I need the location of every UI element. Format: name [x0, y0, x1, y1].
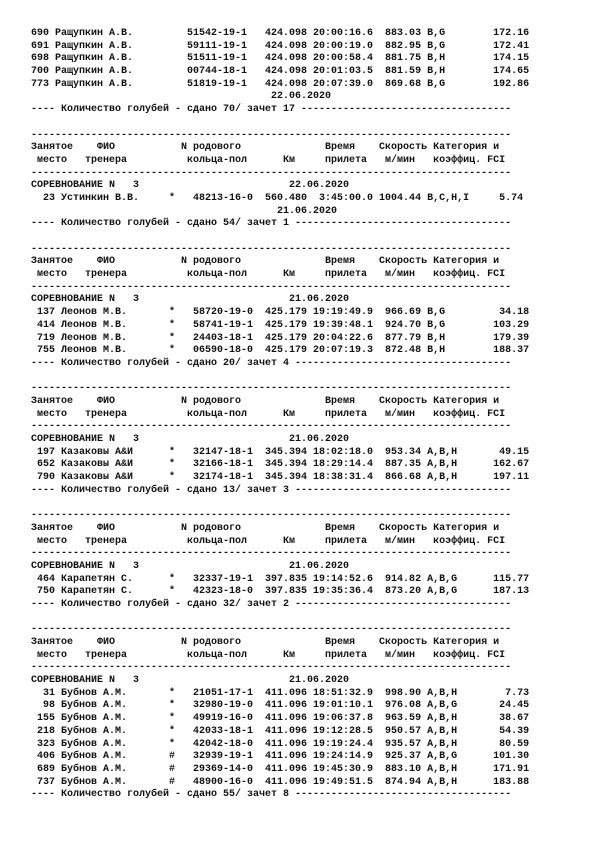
column-header-line: Занятое ФИО N родового Время Скорость Категория и: [31, 522, 500, 534]
result-row: 698 Ращупкин А.В. 51511-19-1 424.098 20:00:58.4 881.75 B,H 174.15: [31, 53, 530, 65]
column-header-line: Занятое ФИО N родового Время Скорость Категория и: [31, 637, 500, 648]
result-row: 691 Ращупкин А.В. 59111-19-1 424.098 20:00:19.0 882.95 B,G 172.41: [31, 40, 530, 52]
summary-line: ---- Количество голубей - сдано 13/ зачет 3 ------------------------------------: [31, 484, 512, 496]
column-header-line: место тренера кольца-пол Км прилета м/мин коэффиц. FCI: [31, 154, 506, 166]
column-header-line: Занятое ФИО N родового Время Скорость Категория и: [31, 142, 500, 154]
result-row: 23 Устинкин В.В. * 48213-16-0 560.480 3:45:00.0 1004.44 B,C,H,I 5.74: [31, 192, 524, 204]
competition-title-line: СОРЕВНОВАНИЕ N 3 21.06.2020: [31, 675, 350, 687]
separator-line: --------------------------------------------------------------------------------: [31, 624, 512, 636]
result-row: 652 Казаковы А&И * 32166-18-1 345.394 18:29:14.4 887.35 A,B,H 162.67: [31, 459, 530, 471]
summary-line: ---- Количество голубей - сдано 55/ зачет 8 ------------------------------------: [31, 789, 512, 801]
result-row: 137 Леонов М.В. * 58720-19-0 425.179 19:19:49.9 966.69 B,G 34.18: [31, 307, 530, 319]
separator-line: --------------------------------------------------------------------------------: [31, 662, 512, 674]
competition-section: [31, 28, 600, 180]
competition-title-line: СОРЕВНОВАНИЕ N 3 21.06.2020: [31, 560, 350, 572]
result-row: 464 Карапетян С. * 32337-19-1 397.835 19:14:52.6 914.82 A,B,G 115.77: [31, 573, 530, 585]
date-line: 21.06.2020: [31, 205, 338, 217]
report-line: [31, 231, 600, 244]
competition-title-line: СОРЕВНОВАНИЕ N 3 22.06.2020: [31, 180, 350, 192]
competition-section: [31, 561, 600, 675]
result-row: 197 Казаковы А&И * 32147-18-1 345.394 18:02:18.0 953.34 A,B,H 49.15: [31, 446, 530, 458]
separator-line: --------------------------------------------------------------------------------: [31, 281, 512, 293]
competition-section: [31, 675, 600, 802]
column-header-line: место тренера кольца-пол Км прилета м/мин коэффиц. FCI: [31, 269, 506, 281]
result-row: 689 Бубнов А.М. # 29369-14-0 411.096 19:45:30.9 883.10 A,B,H 171.91: [31, 763, 530, 775]
result-row: 414 Леонов М.В. * 58741-19-1 425.179 19:39:48.1 924.70 B,G 103.29: [31, 319, 530, 331]
report-line: [31, 612, 600, 625]
result-row: 98 Бубнов А.М. * 32980-19-0 411.096 19:01:10.1 976.08 A,B,G 24.45: [31, 700, 530, 712]
date-line: 22.06.2020: [31, 91, 332, 103]
competition-section: [31, 294, 600, 434]
result-row: 719 Леонов М.В. * 24403-18-1 425.179 20:04:22.6 877.79 B,H 179.39: [31, 332, 530, 344]
result-row: 755 Леонов М.В. * 06590-18-0 425.179 20:07:19.3 872.48 B,H 188.37: [31, 345, 530, 357]
separator-line: --------------------------------------------------------------------------------: [31, 548, 512, 560]
separator-line: --------------------------------------------------------------------------------: [31, 129, 512, 141]
result-row: 690 Ращупкин А.В. 51542-19-1 424.098 20:00:16.6 883.03 B,G 172.16: [31, 28, 530, 39]
column-header-line: место тренера кольца-пол Км прилета м/мин коэффиц. FCI: [31, 408, 506, 420]
separator-line: --------------------------------------------------------------------------------: [31, 510, 512, 522]
result-row: 155 Бубнов А.М. * 49919-16-0 411.096 19:06:37.8 963.59 A,B,H 38.67: [31, 713, 530, 725]
result-row: 323 Бубнов А.М. * 42042-18-0 411.096 19:19:24.4 935.57 A,B,H 80.59: [31, 738, 530, 750]
column-header-line: Занятое ФИО N родового Время Скорость Категория и: [31, 395, 500, 407]
result-row: 406 Бубнов А.М. # 32939-19-1 411.096 19:24:14.9 925.37 A,B,G 101.30: [31, 751, 530, 763]
competition-section: [31, 434, 600, 561]
separator-line: --------------------------------------------------------------------------------: [31, 421, 512, 433]
result-row: 700 Ращупкин А.В. 00744-18-1 424.098 20:01:03.5 881.59 B,H 174.65: [31, 66, 530, 78]
result-row: 737 Бубнов А.М. # 48900-16-0 411.096 19:49:51.5 874.94 A,B,H 183.88: [31, 776, 530, 788]
separator-line: --------------------------------------------------------------------------------: [31, 383, 512, 395]
result-row: 218 Бубнов А.М. * 42033-18-1 411.096 19:12:28.5 950.57 A,B,H 54.39: [31, 725, 530, 737]
separator-line: --------------------------------------------------------------------------------: [31, 243, 512, 255]
result-row: 773 Ращупкин А.В. 51819-19-1 424.098 20:07:39.0 869.68 B,G 192.86: [31, 78, 530, 90]
summary-line: ---- Количество голубей - сдано 70/ зачет 17 -----------------------------------: [31, 104, 512, 116]
report-line: [31, 497, 600, 510]
separator-line: --------------------------------------------------------------------------------: [31, 167, 512, 179]
competition-section: [31, 180, 600, 294]
competition-title-line: СОРЕВНОВАНИЕ N 3 21.06.2020: [31, 294, 350, 306]
report-line: [31, 117, 600, 130]
result-row: 750 Карапетян С. * 42323-18-0 397.835 19:35:36.4 873.20 A,B,G 187.13: [31, 586, 530, 598]
column-header-line: Занятое ФИО N родового Время Скорость Категория и: [31, 256, 500, 268]
summary-line: ---- Количество голубей - сдано 32/ зачет 2 ------------------------------------: [31, 598, 512, 610]
summary-line: ---- Количество голубей - сдано 20/ зачет 4 ------------------------------------: [31, 357, 512, 369]
result-row: 31 Бубнов А.М. * 21051-17-1 411.096 18:51:32.9 998.90 A,B,H 7.73: [31, 687, 530, 699]
competition-title-line: СОРЕВНОВАНИЕ N 3 21.06.2020: [31, 434, 350, 445]
result-row: 790 Казаковы А&И * 32174-18-1 345.394 18:38:31.4 866.68 A,B,H 197.11: [31, 472, 530, 484]
column-header-line: место тренера кольца-пол Км прилета м/мин коэффиц. FCI: [31, 535, 506, 547]
summary-line: ---- Количество голубей - сдано 54/ зачет 1 ------------------------------------: [31, 218, 512, 230]
report-line: [31, 371, 600, 384]
column-header-line: место тренера кольца-пол Км прилета м/мин коэффиц. FCI: [31, 649, 506, 661]
